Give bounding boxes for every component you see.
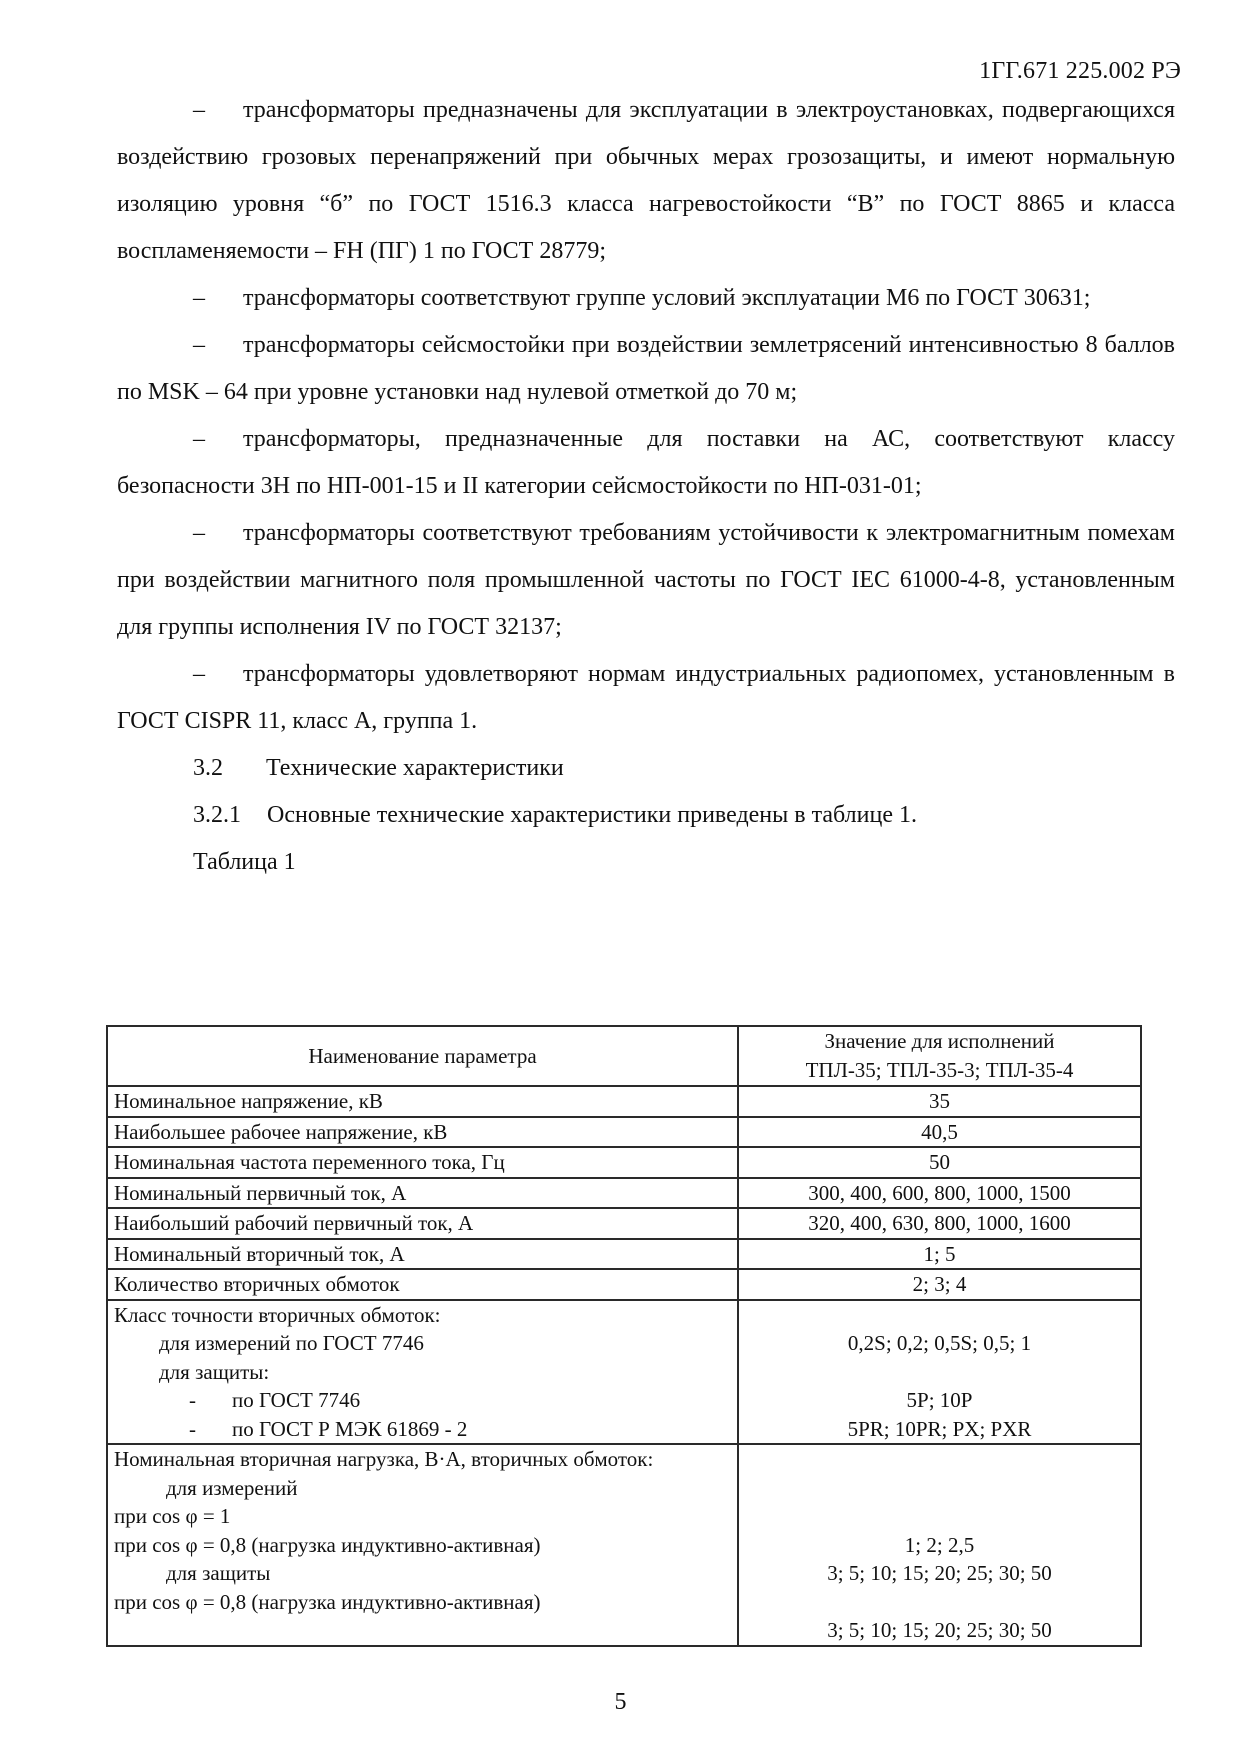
bullet-marker: -: [189, 1416, 196, 1441]
value-cell: 1; 5: [738, 1239, 1141, 1270]
value-cell: 300, 400, 600, 800, 1000, 1500: [738, 1178, 1141, 1209]
list-item: [117, 275, 1175, 322]
value-cell: 35: [738, 1086, 1141, 1117]
bullet-marker: -: [189, 1388, 196, 1412]
burden-cos1-label: при cos φ = 1: [114, 1504, 231, 1528]
accuracy-protect-gost: [114, 1386, 731, 1415]
subsection-paragraph: [117, 792, 1175, 839]
header-value-line2: ТПЛ-35; ТПЛ-35-3; ТПЛ-35-4: [805, 1058, 1074, 1082]
accuracy-title: Класс точности вторичных обмоток:: [114, 1302, 441, 1327]
table-row: [107, 1117, 1141, 1148]
section-number: 3.2: [193, 755, 223, 781]
specifications-table: [106, 1025, 1142, 1647]
table-row: [107, 1086, 1141, 1117]
header-value: [738, 1026, 1141, 1086]
param-cell: Номинальный вторичный ток, А: [107, 1239, 738, 1270]
table-row-accuracy-class: [107, 1300, 1141, 1445]
table-row: [107, 1147, 1141, 1178]
table-caption: Таблица 1: [193, 849, 296, 875]
param-cell: Номинальная частота переменного тока, Гц: [107, 1147, 738, 1178]
list-item: [117, 651, 1175, 745]
burden-protect-cos08-label: при cos φ = 0,8 (нагрузка индуктивно-активная): [114, 1589, 541, 1614]
value-cell: [738, 1300, 1141, 1445]
table-row: [107, 1208, 1141, 1239]
value-cell: 320, 400, 630, 800, 1000, 1600: [738, 1208, 1141, 1239]
accuracy-protect-iec-label: по ГОСТ Р МЭК 61869 - 2: [232, 1416, 468, 1441]
dash-marker: –: [193, 285, 205, 311]
list-item: [117, 416, 1175, 510]
header-parameter: Наименование параметра: [107, 1026, 738, 1086]
accuracy-protect-iec: [114, 1415, 731, 1444]
dash-marker: –: [193, 332, 205, 358]
dash-marker: –: [193, 520, 205, 546]
accuracy-measure-value: 0,2S; 0,2; 0,5S; 0,5; 1: [847, 1331, 1032, 1355]
param-cell: Номинальное напряжение, кВ: [107, 1086, 738, 1117]
param-cell: Количество вторичных обмоток: [107, 1269, 738, 1300]
list-item: [117, 322, 1175, 416]
param-cell: Наибольшее рабочее напряжение, кВ: [107, 1117, 738, 1148]
param-cell: [107, 1300, 738, 1445]
accuracy-protect-iec-value: 5PR; 10PR; PX; PXR: [847, 1416, 1032, 1441]
table-row: [107, 1239, 1141, 1270]
document-body: [117, 87, 1175, 886]
list-item-text: трансформаторы удовлетворяют нормам индустриальных радиопомех, установленным в ГОСТ CISPR 11, класс А, группа 1.: [117, 661, 1175, 734]
list-item-text: трансформаторы сейсмостойки при воздействии землетрясений интенсивностью 8 баллов по MSK – 64 при уровне установки над нулевой отметкой до 70 м;: [117, 332, 1175, 405]
burden-measure-label: для измерений: [166, 1475, 298, 1500]
list-item-text: трансформаторы соответствуют группе условий эксплуатации М6 по ГОСТ 30631;: [243, 285, 1091, 311]
header-value-line1: Значение для исполнений: [824, 1029, 1055, 1053]
subsection-text: Основные технические характеристики приведены в таблице 1.: [267, 802, 917, 828]
dash-marker: –: [193, 661, 205, 687]
list-item-text: трансформаторы соответствуют требованиям устойчивости к электромагнитным помехам при воздействии магнитного поля промышленной частоты по ГОСТ IEC 61000-4-8, установленным для группы исполнения IV по ГОСТ 32137;: [117, 520, 1175, 640]
document-code: 1ГГ.671 225.002 РЭ: [979, 58, 1181, 84]
accuracy-protect-gost-value: 5P; 10P: [906, 1388, 973, 1412]
param-cell: Номинальный первичный ток, А: [107, 1178, 738, 1209]
dash-marker: –: [193, 97, 205, 123]
table-header-row: [107, 1026, 1141, 1086]
burden-cos08-label: при cos φ = 0,8 (нагрузка индуктивно-активная): [114, 1532, 541, 1557]
burden-protect-label: для защиты: [166, 1561, 271, 1585]
param-cell: [107, 1444, 738, 1646]
table-row-secondary-burden: [107, 1444, 1141, 1646]
table-row: [107, 1178, 1141, 1209]
burden-protect-cos08-value: 3; 5; 10; 15; 20; 25; 30; 50: [827, 1618, 1052, 1642]
dash-marker: –: [193, 426, 205, 452]
list-item: [117, 510, 1175, 651]
value-cell: 50: [738, 1147, 1141, 1178]
accuracy-protect-label: для защиты:: [159, 1359, 270, 1384]
list-item: [117, 87, 1175, 275]
section-heading: [117, 745, 1175, 792]
burden-cos08-value: 3; 5; 10; 15; 20; 25; 30; 50: [827, 1561, 1052, 1585]
accuracy-measure-label: для измерений по ГОСТ 7746: [159, 1331, 424, 1355]
section-title: Технические характеристики: [266, 755, 564, 781]
list-item-text: трансформаторы, предназначенные для поставки на АС, соответствуют классу безопасности 3Н по НП-001-15 и II категории сейсмостойкости по НП-031-01;: [117, 426, 1175, 499]
accuracy-protect-gost-label: по ГОСТ 7746: [232, 1388, 361, 1412]
list-item-text: трансформаторы предназначены для эксплуатации в электроустановках, подвергающихся воздействию грозовых перенапряжений при обычных мерах грозозащиты, и имеют нормальную изоляцию уровня “б” по ГОСТ 1516.3 класса нагревостойкости “В” по ГОСТ 8865 и класса воспламеняемости – FH (ПГ) 1 по ГОСТ 28779;: [117, 97, 1175, 264]
subsection-number: 3.2.1: [193, 802, 241, 828]
burden-title: Номинальная вторичная нагрузка, В·А, вторичных обмоток:: [114, 1447, 654, 1471]
table-row: [107, 1269, 1141, 1300]
value-cell: 2; 3; 4: [738, 1269, 1141, 1300]
param-cell: Наибольший рабочий первичный ток, А: [107, 1208, 738, 1239]
value-cell: [738, 1444, 1141, 1646]
value-cell: 40,5: [738, 1117, 1141, 1148]
burden-cos1-value: 1; 2; 2,5: [904, 1532, 975, 1557]
page-number: 5: [614, 1689, 627, 1715]
